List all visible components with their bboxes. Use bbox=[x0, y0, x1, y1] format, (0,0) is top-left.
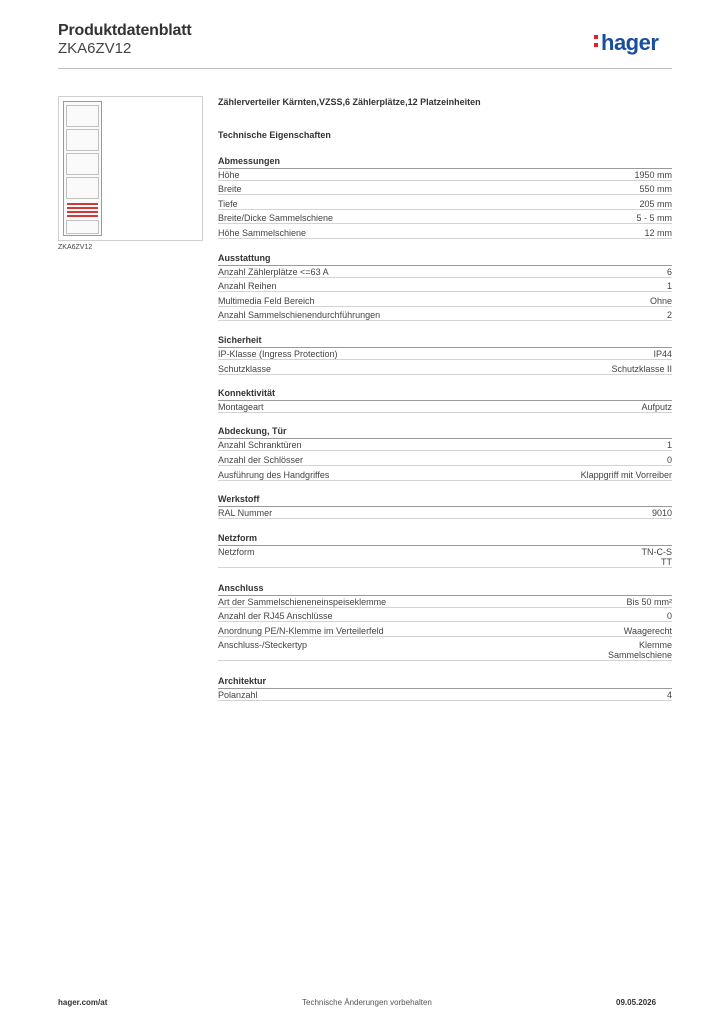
section-title-konnektivitaet: Konnektivität bbox=[218, 388, 672, 401]
header-divider bbox=[58, 68, 672, 69]
table-row: Polanzahl 4 bbox=[218, 690, 672, 700]
table-row: Art der Sammelschieneneinspeiseklemme Bis 50 mm² bbox=[218, 597, 672, 607]
table-row: Ausführung des Handgriffes Klappgriff mit Vorreiber bbox=[218, 470, 672, 480]
table-row: Breite 550 mm bbox=[218, 184, 672, 194]
section-title-anschluss: Anschluss bbox=[218, 583, 672, 596]
table-row: RAL Nummer 9010 bbox=[218, 508, 672, 518]
table-row: Tiefe 205 mm bbox=[218, 199, 672, 209]
logo-dots-icon bbox=[594, 30, 600, 47]
section-title-abdeckung: Abdeckung, Tür bbox=[218, 426, 672, 439]
table-row: Anzahl Sammelschienendurchführungen 2 bbox=[218, 310, 672, 320]
section-title-architektur: Architektur bbox=[218, 676, 672, 689]
table-row: IP-Klasse (Ingress Protection) IP44 bbox=[218, 349, 672, 359]
table-row: Montageart Aufputz bbox=[218, 402, 672, 412]
table-row: Breite/Dicke Sammelschiene 5 - 5 mm bbox=[218, 213, 672, 223]
hager-logo bbox=[594, 30, 658, 56]
page-title: Produktdatenblatt bbox=[58, 22, 192, 39]
section-title-abmessungen: Abmessungen bbox=[218, 156, 672, 169]
table-row: Anzahl Zählerplätze <=63 A 6 bbox=[218, 267, 672, 277]
logo-text: hager bbox=[601, 30, 659, 55]
table-row: Anzahl Schranktüren 1 bbox=[218, 440, 672, 450]
section-title-sicherheit: Sicherheit bbox=[218, 335, 672, 348]
section-title-netzform: Netzform bbox=[218, 533, 672, 546]
table-row: Schutzklasse Schutzklasse II bbox=[218, 364, 672, 374]
table-row: Höhe 1950 mm bbox=[218, 170, 672, 180]
tech-heading: Technische Eigenschaften bbox=[218, 130, 331, 140]
table-row: Multimedia Feld Bereich Ohne bbox=[218, 296, 672, 306]
table-row: Netzform TN-C-S TT bbox=[218, 547, 672, 567]
product-image bbox=[58, 96, 203, 241]
footer-website-link[interactable]: hager.com/at bbox=[58, 998, 108, 1007]
cabinet-drawing-icon bbox=[63, 101, 102, 236]
table-row: Anzahl der RJ45 Anschlüsse 0 bbox=[218, 611, 672, 621]
footer-date: 09.05.2026 bbox=[616, 998, 657, 1007]
section-title-ausstattung: Ausstattung bbox=[218, 253, 672, 266]
footer-note: Technische Änderungen vorbehalten bbox=[302, 998, 432, 1007]
product-description: Zählerverteiler Kärnten,VZSS,6 Zählerplätze,12 Platzeinheiten bbox=[218, 97, 481, 107]
image-caption: ZKA6ZV12 bbox=[58, 244, 93, 251]
table-row: Höhe Sammelschiene 12 mm bbox=[218, 228, 672, 238]
table-row: Anschluss-/Steckertyp Klemme Sammelschiene bbox=[218, 640, 672, 660]
section-title-werkstoff: Werkstoff bbox=[218, 494, 672, 507]
table-row: Anzahl der Schlösser 0 bbox=[218, 455, 672, 465]
product-code: ZKA6ZV12 bbox=[58, 40, 132, 57]
table-row: Anzahl Reihen 1 bbox=[218, 281, 672, 291]
table-row: Anordnung PE/N-Klemme im Verteilerfeld Waagerecht bbox=[218, 626, 672, 636]
